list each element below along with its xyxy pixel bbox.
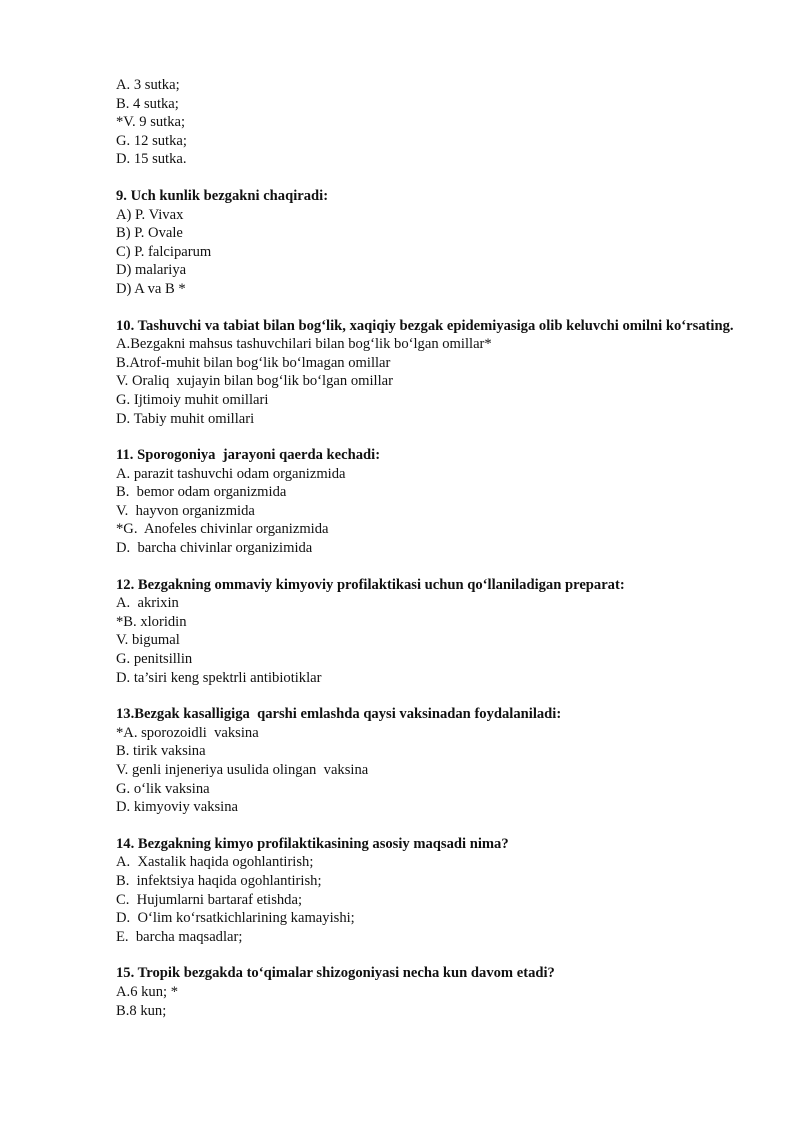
- option-line: A.Bezgakni mahsus tashuvchilari bilan bog‘lik bo‘lgan omillar*: [116, 336, 492, 353]
- option-line: B) P. Ovale: [116, 225, 183, 242]
- option-line: D) A va B *: [116, 280, 186, 297]
- option-line: D. barcha chivinlar organizimida: [116, 540, 313, 557]
- option-line: V. bigumal: [116, 632, 180, 649]
- question-12: [116, 576, 756, 688]
- question-11: [116, 446, 756, 558]
- option-line: *B. xloridin: [116, 613, 187, 630]
- option-line: D. ta’siri keng spektrli antibiotiklar: [116, 669, 322, 686]
- option-line: V. hayvon organizmida: [116, 502, 255, 519]
- question-title: 13.Bezgak kasalligiga qarshi emlashda qaysi vaksinadan foydalaniladi:: [116, 706, 562, 723]
- question-title: 11. Sporogoniya jarayoni qaerda kechadi:: [116, 447, 381, 464]
- question-title: 15. Tropik bezgakda to‘qimalar shizogoniyasi necha kun davom etadi?: [116, 965, 555, 982]
- option-line: V. Oraliq xujayin bilan bog‘lik bo‘lgan omillar: [116, 373, 393, 390]
- question-10: [116, 317, 756, 429]
- question-15: [116, 964, 756, 1020]
- option-line: D. O‘lim ko‘rsatkichlarining kamayishi;: [116, 910, 355, 927]
- option-line: B. 4 sutka;: [116, 95, 179, 112]
- prelude-options: [116, 76, 756, 169]
- question-title: 14. Bezgakning kimyo profilaktikasining asosiy maqsadi nima?: [116, 835, 509, 852]
- question-13: [116, 705, 756, 817]
- option-line: *A. sporozoidli vaksina: [116, 724, 259, 741]
- option-line: A. parazit tashuvchi odam organizmida: [116, 465, 346, 482]
- question-14: [116, 835, 756, 947]
- question-title: 12. Bezgakning ommaviy kimyoviy profilaktikasi uchun qo‘llaniladigan preparat:: [116, 576, 625, 593]
- question-9: [116, 187, 756, 299]
- option-line: G. 12 sutka;: [116, 132, 187, 149]
- option-line: *V. 9 sutka;: [116, 114, 186, 131]
- option-line: G. Ijtimoiy muhit omillari: [116, 391, 269, 408]
- question-title: 10. Tashuvchi va tabiat bilan bog‘lik, xaqiqiy bezgak epidemiyasiga olib keluvchi omilni ko‘rsating.: [116, 317, 734, 334]
- option-line: V. genli injeneriya usulida olingan vaksina: [116, 762, 369, 778]
- option-line: D. Tabiy muhit omillari: [116, 410, 255, 427]
- option-line: B. tirik vaksina: [116, 743, 206, 760]
- option-line: A. Xastalik haqida ogohlantirish;: [116, 854, 314, 871]
- option-line: C) P. falciparum: [116, 243, 212, 260]
- option-line: B.8 kun;: [116, 1002, 167, 1019]
- option-line: E. barcha maqsadlar;: [116, 928, 243, 945]
- option-line: *G. Anofeles chivinlar organizmida: [116, 521, 329, 538]
- option-line: A. 3 sutka;: [116, 77, 180, 93]
- option-line: G. penitsillin: [116, 651, 193, 668]
- option-line: A. akrixin: [116, 595, 179, 612]
- option-line: D) malariya: [116, 262, 187, 279]
- option-line: B. bemor odam organizmida: [116, 484, 287, 501]
- document-page: [116, 76, 756, 1038]
- option-line: D. 15 sutka.: [116, 151, 187, 168]
- option-line: G. o‘lik vaksina: [116, 780, 210, 797]
- option-line: A) P. Vivax: [116, 206, 184, 223]
- option-line: B.Atrof-muhit bilan bog‘lik bo‘lmagan omillar: [116, 354, 391, 371]
- question-title: 9. Uch kunlik bezgakni chaqiradi:: [116, 187, 329, 204]
- option-line: A.6 kun; *: [116, 983, 179, 1000]
- option-line: C. Hujumlarni bartaraf etishda;: [116, 891, 303, 908]
- option-line: D. kimyoviy vaksina: [116, 799, 239, 816]
- option-line: B. infektsiya haqida ogohlantirish;: [116, 872, 322, 889]
